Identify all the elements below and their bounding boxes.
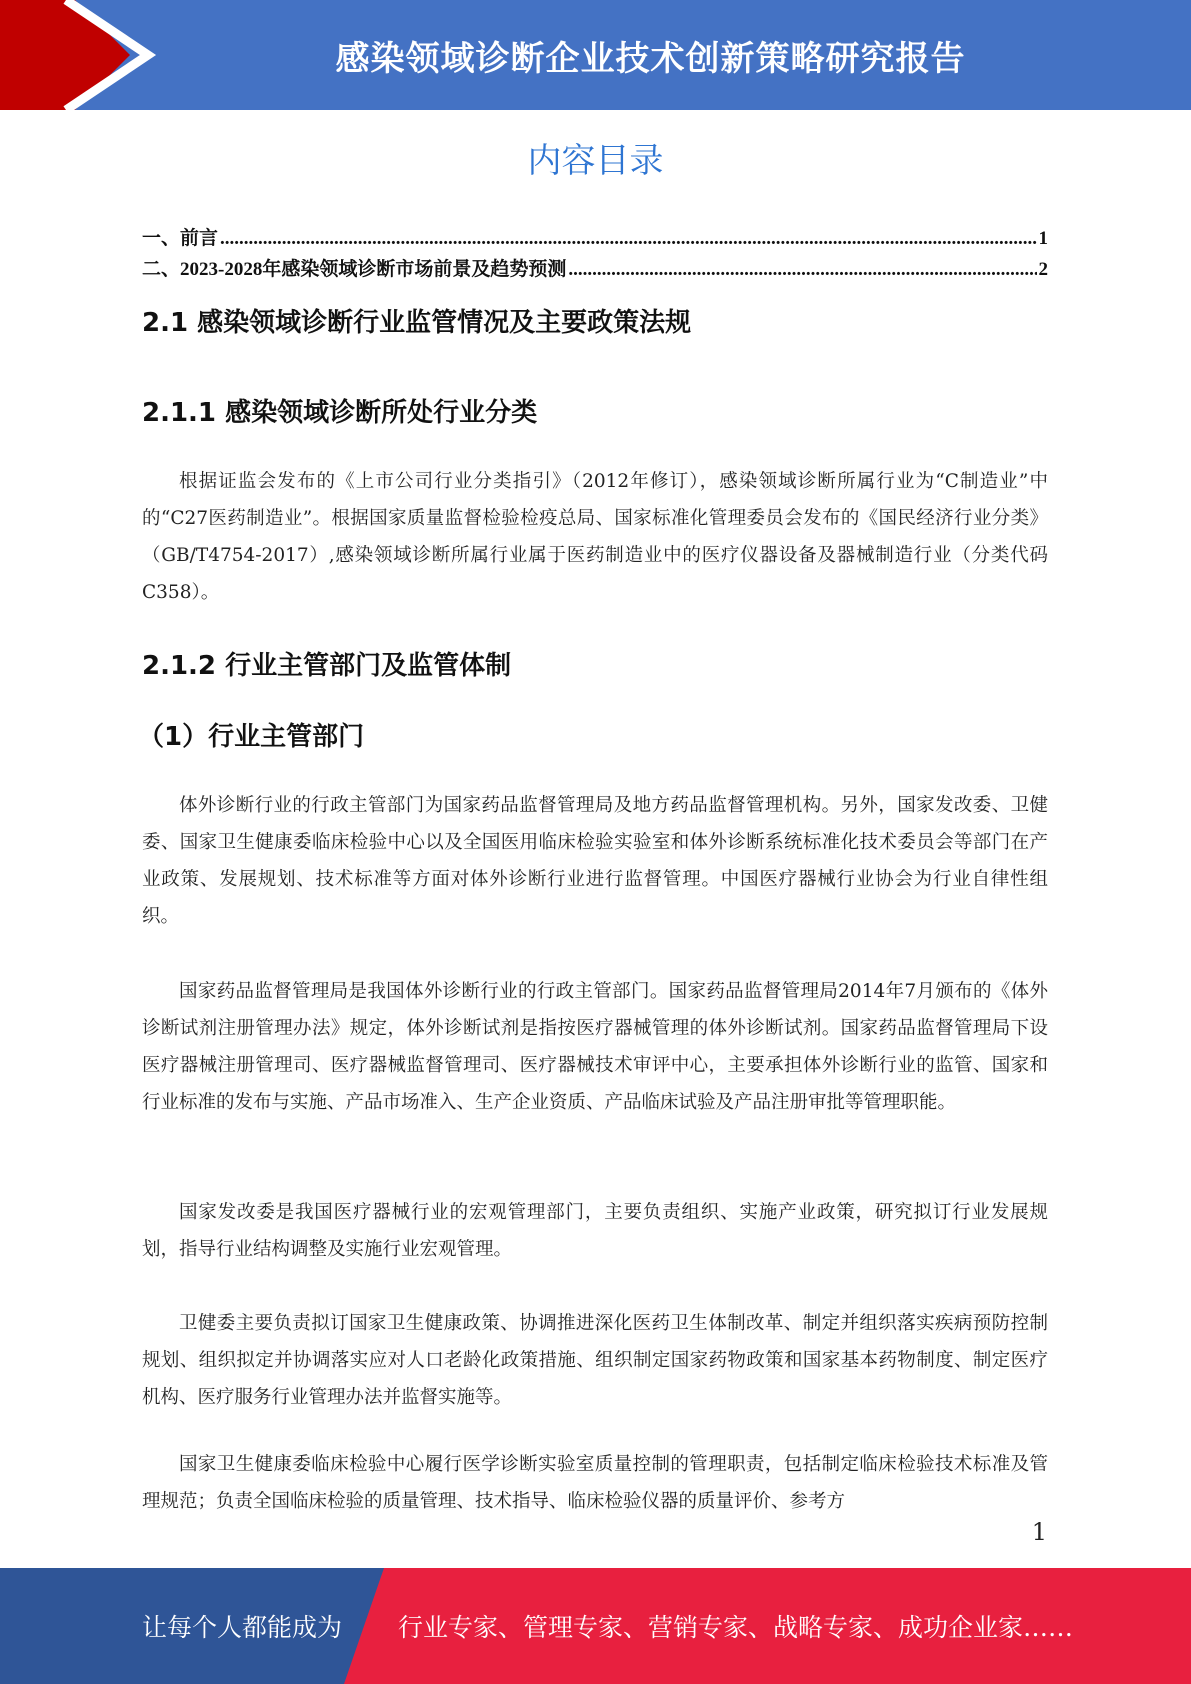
footer-slogan-left: 让每个人都能成为 <box>142 1613 343 1642</box>
paragraph-ndrc: 国家发改委是我国医疗器械行业的宏观管理部门，主要负责组织、实施产业政策，研究拟订行业发展规划，指导行业结构调整及实施行业宏观管理。 <box>142 1202 1048 1260</box>
toc-title: 内容目录 <box>527 141 664 181</box>
heading-2-1: 2.1 感染领域诊断行业监管情况及主要政策法规 <box>142 308 692 338</box>
arrow-right-icon <box>0 0 160 110</box>
paragraph-health-commission: 卫健委主要负责拟订国家卫生健康政策、协调推进深化医药卫生体制改革、制定并组织落实疾病预防控制规划、组织拟定并协调落实应对人口老龄化政策措施、组织制定国家药物政策和国家基本药物制度、制定医疗机构、医疗服务行业管理办法并监督实施等。 <box>142 1313 1048 1408</box>
paragraph-regulators-overview: 体外诊断行业的行政主管部门为国家药品监督管理局及地方药品监督管理机构。另外，国家发改委、卫健委、国家卫生健康委临床检验中心以及全国医用临床检验实验室和体外诊断系统标准化技术委员会等部门在产业政策、发展规划、技术标准等方面对体外诊断行业进行监督管理。中国医疗器械行业协会为行业自律性组织。 <box>142 795 1048 927</box>
toc-entry-preface[interactable] <box>142 223 1048 254</box>
paragraph-industry-classification: 根据证监会发布的《上市公司行业分类指引》（2012年修订），感染领域诊断所属行业为“C制造业”中的“C27医药制造业”。根据国家质量监督检验检疫总局、国家标准化管理委员会发布的《国民经济行业分类》（GB/T4754-2017）,感染领域诊断所属行业属于医药制造业中的医疗仪器设备及器械制造行业（分类代码C358）。 <box>142 471 1048 603</box>
toc-entry-page: 2 <box>1038 259 1048 280</box>
header-banner <box>0 0 1191 110</box>
footer-banner <box>0 1568 1191 1684</box>
toc-list <box>142 223 1048 285</box>
heading-competent-department: （1）行业主管部门 <box>138 722 365 752</box>
paragraph-nmpa: 国家药品监督管理局是我国体外诊断行业的行政主管部门。国家药品监督管理局2014年7月颁布的《体外诊断试剂注册管理办法》规定，体外诊断试剂是指按医疗器械管理的体外诊断试剂。国家药品监督管理局下设医疗器械注册管理司、医疗器械监督管理司、医疗器械技术审评中心，主要承担体外诊断行业的监管、国家和行业标准的发布与实施、产品市场准入、生产企业资质、产品临床试验及产品注册审批等管理职能。 <box>142 981 1048 1113</box>
toc-entry-market-outlook[interactable] <box>142 254 1048 285</box>
toc-leader-dots <box>220 228 1036 250</box>
report-title: 感染领域诊断企业技术创新策略研究报告 <box>335 38 966 79</box>
toc-leader-dots <box>568 259 1036 281</box>
heading-2-1-1: 2.1.1 感染领域诊断所处行业分类 <box>142 398 538 428</box>
footer-slogan-right: 行业专家、管理专家、营销专家、战略专家、成功企业家…… <box>398 1613 1074 1642</box>
toc-entry-page: 1 <box>1038 228 1048 249</box>
toc-entry-label: 二、2023-2028年感染领域诊断市场前景及趋势预测 <box>142 259 567 280</box>
paragraph-clinical-lab-center: 国家卫生健康委临床检验中心履行医学诊断实验室质量控制的管理职责，包括制定临床检验技术标准及管理规范；负责全国临床检验的质量管理、技术指导、临床检验仪器的质量评价、参考方 <box>142 1454 1048 1512</box>
heading-2-1-2: 2.1.2 行业主管部门及监管体制 <box>142 651 512 681</box>
toc-entry-label: 一、前言 <box>142 228 219 249</box>
page-number: 1 <box>1031 1518 1047 1546</box>
